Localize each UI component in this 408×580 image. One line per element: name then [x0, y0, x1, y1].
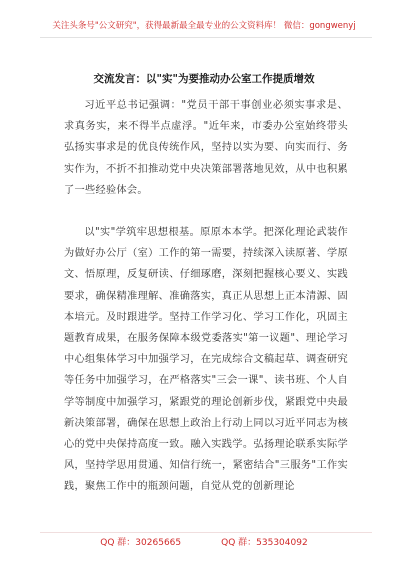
page-header-note: 关注头条号"公文研究"，获得最新最全最专业的公文资料库！ 微信：gongwenyj: [52, 21, 356, 31]
document-title: 交流发言：以"实"为要推动办公室工作提质增效: [93, 73, 315, 85]
footer-qq-group-2: QQ 群：535304092: [221, 538, 308, 548]
paragraph: 习近平总书记强调："党员干部干事创业必须实事求是、求真务实，来不得半点虚浮。"近年来，市委办公室始终带头弘扬实事求是的优良传统作风，坚持以实为要、向实而行、务实作为，不折不扣推动党中央决策部署落地见效，从中也积累了一些经验体会。: [64, 100, 348, 196]
header-divider: [40, 37, 372, 38]
paragraph: 以"实"学筑牢思想根基。原原本本学。把深化理论武装作为做好办公厅（室）工作的第一需要，持续深入读原著、学原文、悟原理，反复研读、仔细琢磨，深刻把握核心要义、实践要求，确保精准理解、准确落实，真正从思想上正本清源、固本培元。及时跟进学。坚持工作学习化、学习工作化，巩固主题教育成果，在服务保障本级党委落实"第一议题"、理论学习中心组集体学习中加强学习，在完成综合文稿起草、调查研究等任务中加强学习，在严格落实"三会一课"、读书班、个人自学等制度中加强学习，紧跟党的理论创新步伐，紧跟党中央最新决策部署，确保在思想上政治上行动上同以习近平同志为核心的党中央保持高度一致。融入实践学。弘扬理论联系实际学风，坚持学思用贯通、知信行统一，紧密结合"三服务"工作实践，聚焦工作中的瓶颈问题，自觉从党的创新理论: [64, 227, 348, 493]
document-body: [64, 95, 348, 498]
footer-divider: [40, 532, 372, 533]
page-footer: [0, 537, 408, 549]
footer-qq-group-1: QQ 群：30265665: [100, 538, 182, 548]
